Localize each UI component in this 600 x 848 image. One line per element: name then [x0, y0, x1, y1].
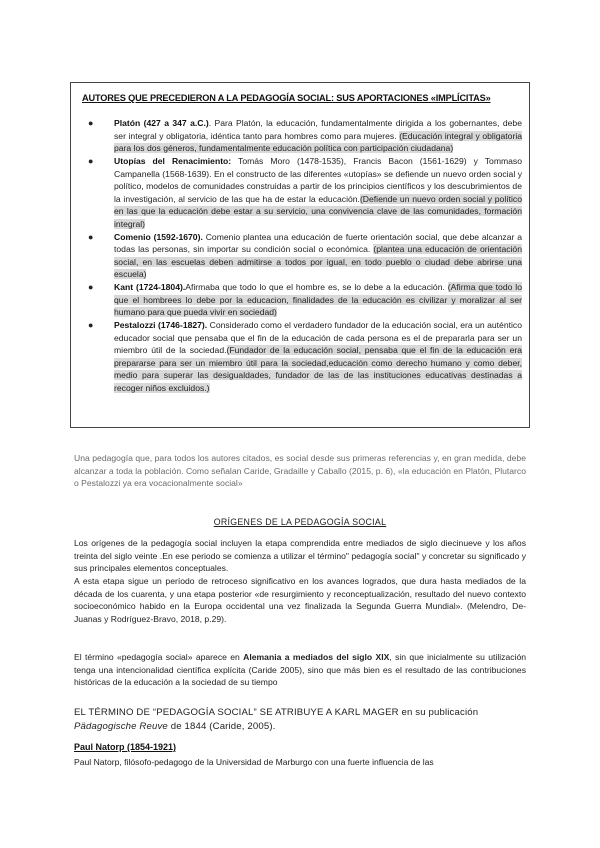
author-name: Comenio (1592-1670).: [114, 231, 203, 242]
author-text: Afirmaba que todo lo que el hombre es, se lo debe a la educación.: [185, 282, 448, 293]
author-highlight: (Afirma que todo lo que el hombrees lo debe por la educacion, finalidades de la educación es civilizar y moralizar al ser humano para que pueda vivir en sociedad): [114, 282, 522, 318]
origins-paragraph-2: A esta etapa sigue un período de retroceso significativo en los avances logrados, que dura hasta mediados de la década de los cuarenta, y una etapa posterior «de resurgimiento y reconceptualización, resultado del nuevo contexto socioeconómico habido en la Europa occidental una vez finalizada la Segunda Guerra Mundial». (Melendro, De-Juanas y Rodríguez-Bravo, 2018, p.29).: [74, 576, 526, 624]
author-highlight: (plantea una educación de orientación social, en las escuelas deben admitirse a todos por igual, en todo pueblo o ciudad debe abrirse una escuela): [114, 244, 522, 280]
author-text: Tomás Moro (1478-1535), Francis Bacon (1561-1629) y Tommaso Campanella (1568-1639). En el constructo de las diferentes «utopías» se defiende un nuevo orden social y político, modelos de comunidades construidas a partir de los principios científicos y los descubrimientos de la investigación, al servicio de las que ha de estar la educación.: [114, 156, 523, 204]
term-bold: Alemania a mediados del siglo XIX: [243, 652, 390, 662]
author-name: Kant (1724-1804).: [114, 282, 186, 293]
bullet-icon: ●: [88, 118, 94, 128]
natorp-paragraph: Paul Natorp, filósofo-pedagogo de la Universidad de Marburgo con una fuerte influencia de las: [74, 757, 434, 767]
author-name: Platón (427 a 347 a.C.): [114, 118, 209, 128]
bullet-icon: ●: [88, 320, 94, 331]
box-title: AUTORES QUE PRECEDIERON A LA PEDAGOGÍA SOCIAL: SUS APORTACIONES «IMPLÍCITAS»: [82, 93, 491, 103]
bullet-icon: ●: [88, 282, 94, 293]
author-highlight: (Defiende un nuevo orden social y político en las que la educación debe estar a su servicio, una convivencia clave de las comunidades, formación integral): [114, 193, 523, 229]
bullet-icon: ●: [88, 156, 94, 167]
term-text-before: El término «pedagogía social» aparece en: [74, 652, 244, 662]
section-title: ORÍGENES DE LA PEDAGOGÍA SOCIAL: [213, 517, 387, 527]
list-item: [88, 281, 522, 319]
author-text: Comenio plantea una educación de fuerte orientación social, que debe alcanzar a todas las personas, sin importar su condición social o económica.: [114, 231, 522, 255]
list-item: [88, 117, 522, 155]
author-highlight: (Fundador de la educación social, pensaba que el fin de la educación era prepararse para ser un miembro útil para la sociedad,educación como derecho humano y como deber, medio para superar las desigualdades, fundador de las de las instituciones educativas destinadas a recoger niños excluidos.): [114, 345, 522, 393]
author-name: Utopías del Renacimiento:: [114, 156, 232, 167]
bullet-icon: ●: [88, 231, 94, 242]
natorp-heading: Paul Natorp (1854-1921): [74, 742, 177, 752]
mager-text-after: de 1844 (Caride, 2005).: [167, 721, 276, 732]
term-text-after: , sin que inicialmente su utilización tenga una intencionalidad científica explícita (Caride 2005), sino que más bien es el resultado de las contribuciones históricas de la educación a la sociedad de su tiempo: [74, 652, 527, 687]
authors-list: [88, 117, 522, 395]
author-highlight: (Educación integral y obligatoria para los dos géneros, fundamentalmente educación política con participación ciudadana): [114, 130, 523, 153]
list-item: [88, 231, 522, 281]
origins-paragraph-1: Los orígenes de la pedagogía social incluyen la etapa comprendida entre mediados de siglo diecinueve y los años treinta del siglo veinte .En ese periodo se comienza a utilizar el término" pedagogía social" y concretar su significado y sus principales elementos conceptuales.: [74, 538, 526, 573]
mager-text-before: EL TÉRMINO DE “PEDAGOGÍA SOCIAL” SE ATRIBUYE A KARL MAGER en su publicación: [74, 707, 479, 718]
mager-italic: Pädagogische Reuve: [74, 721, 168, 732]
list-item: [88, 155, 522, 230]
term-paragraph: [74, 651, 526, 689]
mager-paragraph: [74, 706, 526, 734]
list-item: [88, 319, 522, 394]
author-name: Pestalozzi (1746-1827).: [114, 320, 208, 331]
author-text: . Para Platón, la educación, fundamentalmente dirigida a los gobernantes, debe ser integral y obligatoria, idéntica tanto para hombres como para mujeres.: [114, 118, 522, 141]
intro-paragraph: Una pedagogía que, para todos los autores citados, es social desde sus primeras referencias y, en gran medida, debe alcanzar a toda la población. Como señalan Caride, Gradaille y Caballo (2015, p. 6), «la educación en Platón, Plutarco o Pestalozzi ya era vocacionalmente social»: [74, 453, 526, 488]
author-text: Considerado como el verdadero fundador de la educación social, era un auténtico educador social que pensaba que el fin de la educación de cada persona es el de prepararla para ser un miembro útil de la sociedad.: [114, 320, 522, 356]
